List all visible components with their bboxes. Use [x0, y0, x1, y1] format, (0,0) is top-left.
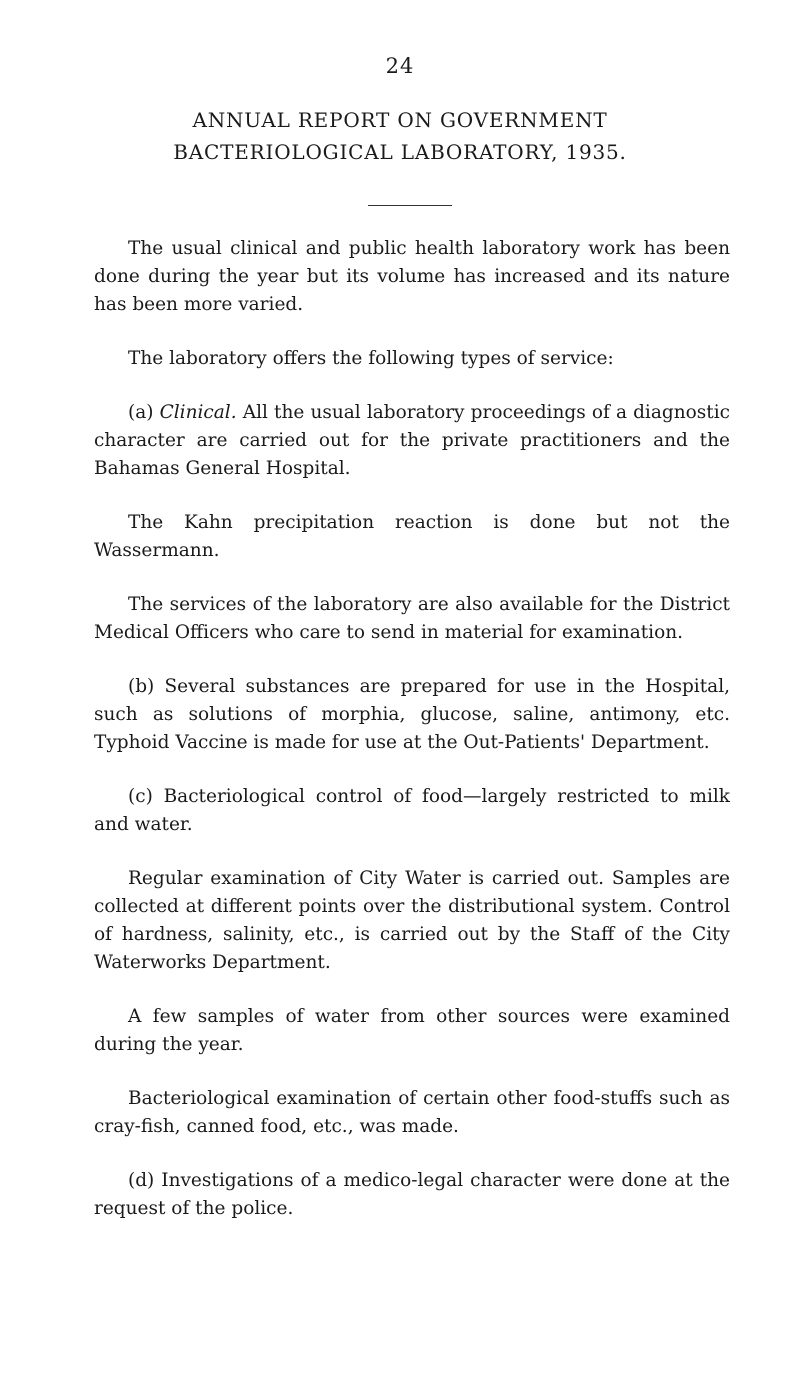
paragraph-food-control: (c) Bacteriological control of food—largely restricted to milk and water.: [94, 786, 730, 835]
clinical-text: All the usual laboratory proceedings of a diagnostic character are carried out for the private practitioners and the Bahamas General Hospital.: [94, 402, 730, 479]
paragraph-clinical: [94, 399, 730, 483]
paragraph-medico-legal: (d) Investigations of a medico-legal character were done at the request of the police.: [94, 1170, 730, 1219]
paragraph-food-stuffs: Bacteriological examination of certain other food-stuffs such as cray-fish, canned food, etc., was made.: [94, 1088, 730, 1137]
paragraph-other-water: A few samples of water from other sources were examined during the year.: [94, 1006, 730, 1055]
paragraph-district-officers: The services of the laboratory are also available for the District Medical Officers who care to send in material for examination.: [94, 594, 730, 643]
report-body: [94, 235, 730, 1249]
paragraph-services-intro: The laboratory offers the following types of service:: [128, 348, 614, 369]
paragraph-city-water: Regular examination of City Water is carried out. Samples are collected at different points over the distributional system. Control of hardness, salinity, etc., is carried out by the Staff of the City Waterworks Department.: [94, 868, 730, 973]
clinical-label: (a): [128, 402, 160, 423]
paragraph-intro: The usual clinical and public health laboratory work has been done during the year but its volume has increased and its nature has been more varied.: [94, 238, 730, 315]
report-title-line-2: BACTERIOLOGICAL LABORATORY, 1935.: [173, 140, 627, 164]
paragraph-kahn: The Kahn precipitation reaction is done but not the Wassermann.: [94, 512, 730, 561]
report-title-line-1: ANNUAL REPORT ON GOVERNMENT: [192, 108, 608, 132]
clinical-heading: Clinical.: [159, 402, 237, 423]
page-number: 24: [385, 54, 415, 78]
report-title: [80, 104, 720, 168]
title-divider: [368, 205, 452, 206]
paragraph-substances: (b) Several substances are prepared for use in the Hospital, such as solutions of morphia, glucose, saline, antimony, etc. Typhoid Vaccine is made for use at the Out-Patients' Department.: [94, 676, 730, 753]
